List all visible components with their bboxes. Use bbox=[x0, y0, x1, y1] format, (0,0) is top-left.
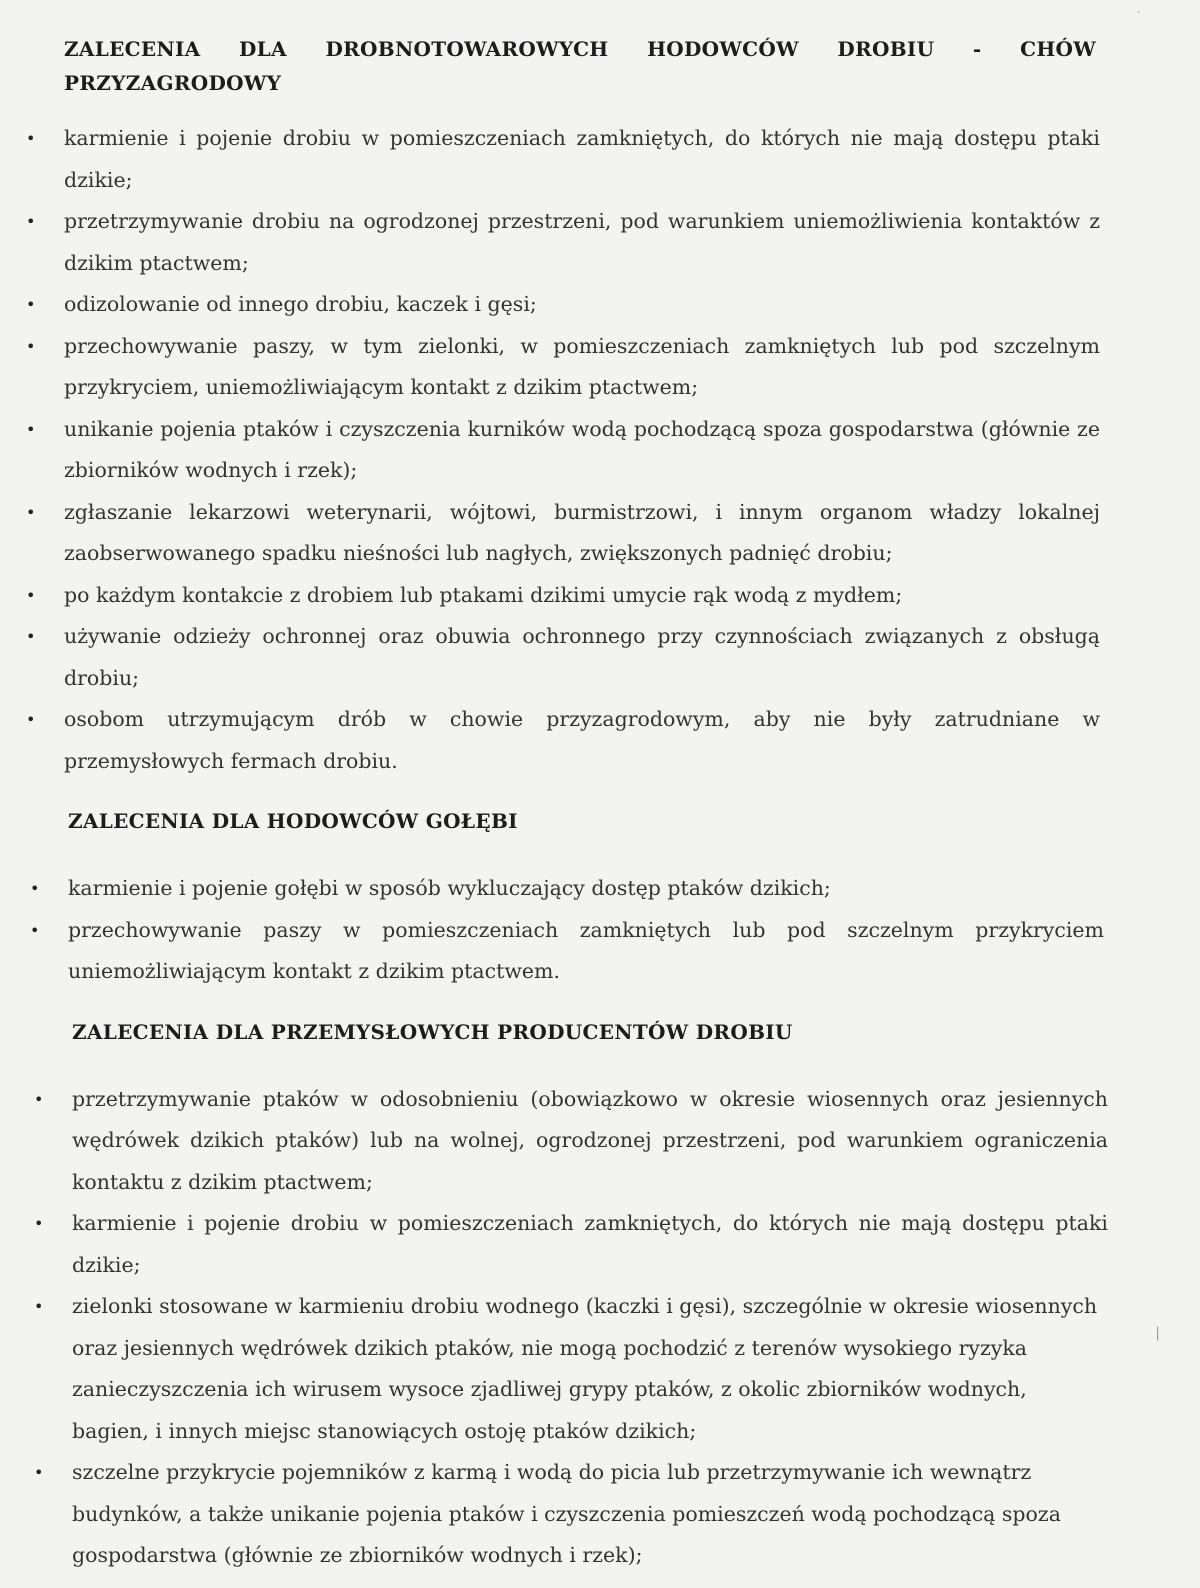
bullet-icon: • bbox=[30, 920, 40, 940]
list-item: • przechowywanie paszy w pomieszczeniach zamkniętych lub pod szczelnym przykryciem uniemożliwiającym kontakt z dzikim ptactwem. bbox=[68, 910, 1104, 993]
recommendation-list bbox=[34, 1079, 1108, 1577]
bullet-icon: • bbox=[30, 879, 40, 898]
list-item: • unikanie pojenia ptaków i czyszczenia kurników wodą pochodzącą spoza gospodarstwa (głównie ze zbiorników wodnych i rzek); bbox=[64, 409, 1100, 492]
scan-speck: | bbox=[1155, 1325, 1160, 1341]
section-industrial-producers bbox=[34, 1015, 1108, 1577]
bullet-icon: • bbox=[26, 336, 36, 356]
section-heading: ZALECENIA DLA DROBNOTOWAROWYCH HODOWCÓW DROBIU - CHÓW PRZYZAGRODOWY bbox=[64, 37, 1096, 95]
recommendation-list bbox=[26, 118, 1100, 782]
list-item: • szczelne przykrycie pojemników z karmą i wodą do picia lub przetrzymywanie ich wewnątrz budynków, a także unikanie pojenia ptaków i czyszczenia pomieszczeń wodą pochodzącą spoza gospodarstwa (głównie ze zbiorników wodnych i rzek); bbox=[72, 1452, 1108, 1577]
list-item: • przetrzymywanie ptaków w odosobnieniu (obowiązkowo w okresie wiosennych oraz jesiennych wędrówek dzikich ptaków) lub na wolnej, ogrodzonej przestrzeni, pod warunkiem ograniczenia kontaktu z dzikim ptactwem; bbox=[72, 1079, 1108, 1204]
list-item: • karmienie i pojenie gołębi w sposób wykluczający dostęp ptaków dzikich; bbox=[68, 868, 1104, 910]
list-item: • przetrzymywanie drobiu na ogrodzonej przestrzeni, pod warunkiem uniemożliwienia kontaktów z dzikim ptactwem; bbox=[64, 201, 1100, 284]
list-item: • po każdym kontakcie z drobiem lub ptakami dzikimi umycie rąk wodą z mydłem; bbox=[64, 575, 1100, 617]
list-item: • przechowywanie paszy, w tym zielonki, w pomieszczeniach zamkniętych lub pod szczelnym przykryciem, uniemożliwiającym kontakt z dzikim ptactwem; bbox=[64, 326, 1100, 409]
list-item: • karmienie i pojenie drobiu w pomieszczeniach zamkniętych, do których nie mają dostępu ptaki dzikie; bbox=[72, 1203, 1108, 1286]
list-item: • karmienie i pojenie drobiu w pomieszczeniach zamkniętych, do których nie mają dostępu ptaki dzikie; bbox=[64, 118, 1100, 201]
bullet-icon: • bbox=[26, 129, 36, 148]
section-smallholders bbox=[26, 32, 1100, 782]
list-item: • zielonki stosowane w karmieniu drobiu wodnego (kaczki i gęsi), szczególnie w okresie wiosennych oraz jesiennych wędrówek dzikich ptaków, nie mogą pochodzić z terenów wysokiego ryzyka zanieczyszczenia ich wirusem wysoce zjadliwej grypy ptaków, z okolic zbiorników wodnych, bagien, i innych miejsc stanowiących ostoję ptaków dzikich; bbox=[72, 1286, 1108, 1452]
bullet-icon: • bbox=[26, 710, 36, 729]
bullet-icon: • bbox=[26, 295, 36, 314]
list-item: • używanie odzieży ochronnej oraz obuwia ochronnego przy czynnościach związanych z obsługą drobiu; bbox=[64, 616, 1100, 699]
list-item: • zgłaszanie lekarzowi weterynarii, wójtowi, burmistrzowi, i innym organom władzy lokalnej zaobserwowanego spadku nieśności lub nagłych, zwiększonych padnięć drobiu; bbox=[64, 492, 1100, 575]
bullet-icon: • bbox=[34, 1463, 44, 1482]
list-item: • odizolowanie od innego drobiu, kaczek i gęsi; bbox=[64, 284, 1100, 326]
bullet-icon: • bbox=[34, 1297, 44, 1316]
bullet-icon: • bbox=[34, 1089, 44, 1109]
section-pigeon-breeders bbox=[30, 804, 1104, 993]
bullet-icon: • bbox=[34, 1214, 44, 1233]
bullet-icon: • bbox=[26, 502, 36, 522]
scan-speck: ˙ bbox=[1135, 10, 1142, 26]
bullet-icon: • bbox=[26, 212, 36, 231]
bullet-icon: • bbox=[26, 627, 36, 646]
section-heading: ZALECENIA DLA PRZEMYSŁOWYCH PRODUCENTÓW DROBIU bbox=[72, 1019, 793, 1044]
bullet-icon: • bbox=[26, 419, 36, 439]
section-heading: ZALECENIA DLA HODOWCÓW GOŁĘBI bbox=[68, 809, 518, 833]
bullet-icon: • bbox=[26, 585, 36, 605]
recommendation-list bbox=[30, 868, 1104, 993]
list-item: • osobom utrzymującym drób w chowie przyzagrodowym, aby nie były zatrudniane w przemysłowych fermach drobiu. bbox=[64, 699, 1100, 782]
